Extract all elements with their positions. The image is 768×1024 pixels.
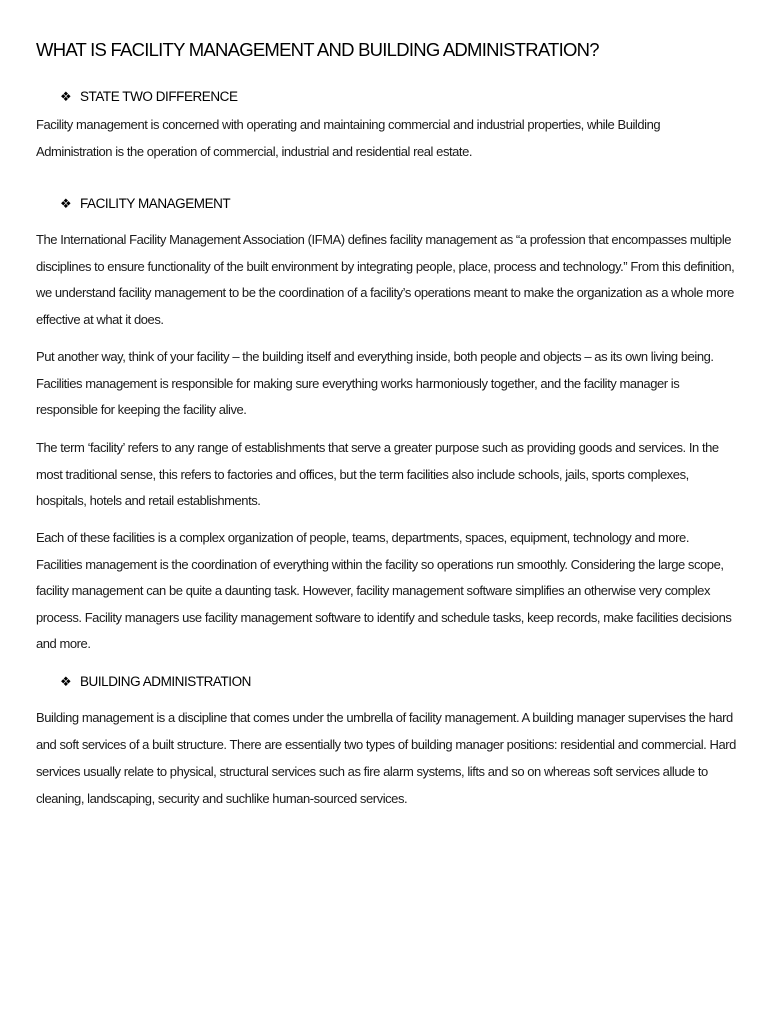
paragraph-state-two-difference: Facility management is concerned with operating and maintaining commercial and industrial properties, while Building Administration is the operation of commercial, industrial and residential real estate. [36, 117, 661, 159]
section-heading-facility-management [60, 195, 230, 213]
paragraph-ifma-definition: The International Facility Management Association (IFMA) defines facility management as “a profession that encompasses multiple disciplines to ensure functionality of the built environment by integrating people, place, process and technology.” From this definition, we understand facility management to be the coordination of a facility’s operations meant to make the organization as a whole more effective at what it does. [36, 232, 735, 327]
section-heading-label: STATE TWO DIFFERENCE [80, 89, 238, 104]
paragraph-term-facility: The term ‘facility’ refers to any range of establishments that serve a greater purpose such as providing goods and services. In the most traditional sense, this refers to factories and offices, but the term facilities also include schools, jails, sports complexes, hospitals, hotels and retail establishments. [36, 440, 719, 508]
section-heading-state-two-difference [60, 88, 238, 106]
paragraph-facility-complexity: Each of these facilities is a complex organization of people, teams, departments, spaces, equipment, technology and more. Facilities management is the coordination of everything within the facility so operations run smoothly. Considering the large scope, facility management can be quite a daunting task. However, facility management software simplifies an otherwise very complex process. Facility managers use facility management software to identify and schedule tasks, keep records, make facilities decisions and more. [36, 530, 732, 651]
diamond-bullet-icon: ❖ [60, 196, 72, 211]
section-heading-label: BUILDING ADMINISTRATION [80, 674, 251, 689]
paragraph-building-management: Building management is a discipline that comes under the umbrella of facility management. A building manager supervises the hard and soft services of a built structure. There are essentially two types of building manager positions: residential and commercial. Hard services usually relate to physical, structural services such as fire alarm systems, lifts and so on whereas soft services allude to cleaning, landscaping, security and suchlike human-sourced services. [36, 710, 736, 806]
page-title: WHAT IS FACILITY MANAGEMENT AND BUILDING ADMINISTRATION? [36, 39, 599, 60]
paragraph-facility-living-being: Put another way, think of your facility – the building itself and everything inside, both people and objects – as its own living being. Facilities management is responsible for making sure everything works harmoniously together, and the facility manager is responsible for keeping the facility alive. [36, 349, 714, 417]
diamond-bullet-icon: ❖ [60, 89, 72, 104]
section-heading-building-administration [60, 673, 251, 691]
diamond-bullet-icon: ❖ [60, 674, 72, 689]
section-heading-label: FACILITY MANAGEMENT [80, 196, 231, 211]
